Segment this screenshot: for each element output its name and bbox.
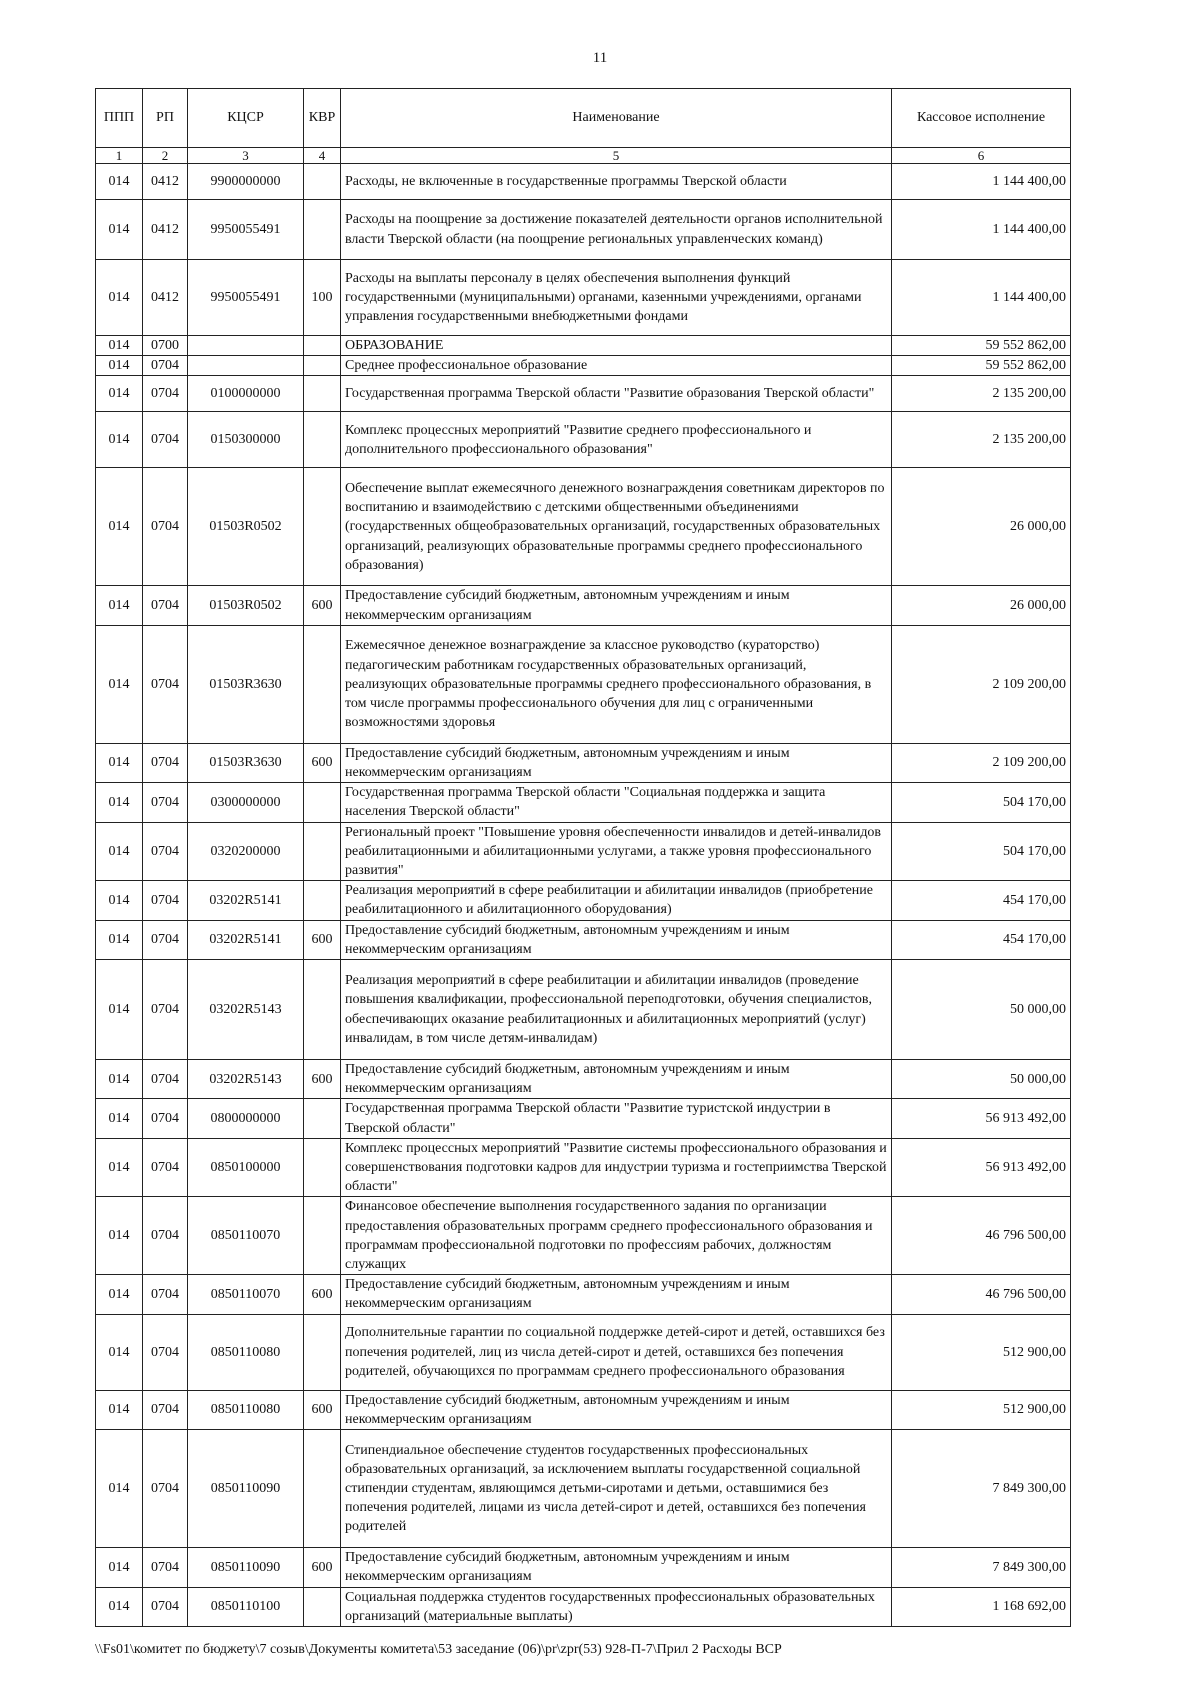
kcsr-cell — [188, 336, 304, 356]
amount-cell: 1 144 400,00 — [892, 164, 1071, 200]
table-row — [96, 164, 1071, 200]
table-row — [96, 1197, 1071, 1275]
column-number: 5 — [341, 148, 892, 164]
ppp-cell: 014 — [96, 1548, 143, 1587]
amount-cell: 50 000,00 — [892, 1060, 1071, 1099]
ppp-cell: 014 — [96, 960, 143, 1060]
table-header-row — [96, 89, 1071, 148]
table-row — [96, 960, 1071, 1060]
ppp-cell: 014 — [96, 743, 143, 782]
rp-cell: 0704 — [143, 822, 188, 881]
ppp-cell: 014 — [96, 783, 143, 822]
table-row — [96, 1390, 1071, 1429]
kvr-cell — [304, 1138, 341, 1197]
kcsr-cell: 9950055491 — [188, 200, 304, 260]
ppp-cell: 014 — [96, 1314, 143, 1390]
ppp-cell: 014 — [96, 260, 143, 336]
name-cell: Ежемесячное денежное вознаграждение за классное руководство (кураторство) педагогическим работникам государственных образовательных организаций, реализующих образовательные программы среднего профессионального образования, в том числе программы профессионального обучения для лиц с ограниченными возможностями здоровья — [341, 625, 892, 743]
rp-cell: 0412 — [143, 200, 188, 260]
column-header-amount: Кассовое исполнение — [892, 89, 1071, 148]
column-header-kcsr: КЦСР — [188, 89, 304, 148]
kvr-cell — [304, 822, 341, 881]
rp-cell: 0704 — [143, 376, 188, 412]
table-row — [96, 920, 1071, 959]
kvr-cell: 100 — [304, 260, 341, 336]
table-row — [96, 356, 1071, 376]
amount-cell: 1 144 400,00 — [892, 260, 1071, 336]
ppp-cell: 014 — [96, 586, 143, 625]
kvr-cell: 600 — [304, 1275, 341, 1314]
rp-cell: 0704 — [143, 468, 188, 586]
rp-cell: 0704 — [143, 920, 188, 959]
column-header-kvr: КВР — [304, 89, 341, 148]
kcsr-cell: 0100000000 — [188, 376, 304, 412]
rp-cell: 0704 — [143, 1138, 188, 1197]
ppp-cell: 014 — [96, 1390, 143, 1429]
table-row — [96, 468, 1071, 586]
kvr-cell — [304, 1430, 341, 1548]
rp-cell: 0704 — [143, 1060, 188, 1099]
table-row — [96, 1548, 1071, 1587]
amount-cell: 1 144 400,00 — [892, 200, 1071, 260]
ppp-cell: 014 — [96, 1587, 143, 1626]
kvr-cell — [304, 336, 341, 356]
name-cell: Государственная программа Тверской области "Социальная поддержка и защита населения Тверской области" — [341, 783, 892, 822]
amount-cell: 59 552 862,00 — [892, 336, 1071, 356]
table-row — [96, 1587, 1071, 1626]
table-row — [96, 586, 1071, 625]
ppp-cell: 014 — [96, 920, 143, 959]
table-row — [96, 1430, 1071, 1548]
amount-cell: 26 000,00 — [892, 468, 1071, 586]
name-cell: Предоставление субсидий бюджетным, автономным учреждениям и иным некоммерческим организациям — [341, 1060, 892, 1099]
name-cell: Предоставление субсидий бюджетным, автономным учреждениям и иным некоммерческим организациям — [341, 1275, 892, 1314]
amount-cell: 7 849 300,00 — [892, 1548, 1071, 1587]
column-number: 3 — [188, 148, 304, 164]
rp-cell: 0704 — [143, 1314, 188, 1390]
kvr-cell — [304, 1587, 341, 1626]
rp-cell: 0700 — [143, 336, 188, 356]
rp-cell: 0704 — [143, 1197, 188, 1275]
ppp-cell: 014 — [96, 1430, 143, 1548]
column-number: 2 — [143, 148, 188, 164]
kcsr-cell: 0320200000 — [188, 822, 304, 881]
table-row — [96, 881, 1071, 920]
table-row — [96, 376, 1071, 412]
amount-cell: 56 913 492,00 — [892, 1099, 1071, 1138]
amount-cell: 504 170,00 — [892, 783, 1071, 822]
kvr-cell: 600 — [304, 743, 341, 782]
rp-cell: 0704 — [143, 1099, 188, 1138]
amount-cell: 56 913 492,00 — [892, 1138, 1071, 1197]
kvr-cell: 600 — [304, 586, 341, 625]
amount-cell: 2 109 200,00 — [892, 743, 1071, 782]
kvr-cell — [304, 412, 341, 468]
name-cell: Расходы, не включенные в государственные программы Тверской области — [341, 164, 892, 200]
kvr-cell — [304, 783, 341, 822]
column-number-row — [96, 148, 1071, 164]
kvr-cell — [304, 1099, 341, 1138]
name-cell: Предоставление субсидий бюджетным, автономным учреждениям и иным некоммерческим организациям — [341, 920, 892, 959]
ppp-cell: 014 — [96, 822, 143, 881]
kcsr-cell: 01503R0502 — [188, 586, 304, 625]
name-cell: Государственная программа Тверской области "Развитие туристской индустрии в Тверской области" — [341, 1099, 892, 1138]
kvr-cell — [304, 960, 341, 1060]
amount-cell: 2 109 200,00 — [892, 625, 1071, 743]
column-number: 4 — [304, 148, 341, 164]
amount-cell: 46 796 500,00 — [892, 1275, 1071, 1314]
name-cell: Расходы на выплаты персоналу в целях обеспечения выполнения функций государственными (муниципальными) органами, казенными учреждениями, органами управления государственными внебюджетными фондами — [341, 260, 892, 336]
rp-cell: 0704 — [143, 586, 188, 625]
page-number: 11 — [592, 50, 608, 66]
kcsr-cell: 0300000000 — [188, 783, 304, 822]
rp-cell: 0704 — [143, 356, 188, 376]
amount-cell: 59 552 862,00 — [892, 356, 1071, 376]
name-cell: Региональный проект "Повышение уровня обеспеченности инвалидов и детей-инвалидов реабилитационными и абилитационными услугами, а также уровня профессионального развития" — [341, 822, 892, 881]
kcsr-cell: 0850110090 — [188, 1548, 304, 1587]
kvr-cell — [304, 625, 341, 743]
rp-cell: 0704 — [143, 881, 188, 920]
ppp-cell: 014 — [96, 1197, 143, 1275]
amount-cell: 2 135 200,00 — [892, 412, 1071, 468]
table-row — [96, 1314, 1071, 1390]
ppp-cell: 014 — [96, 1138, 143, 1197]
name-cell: Предоставление субсидий бюджетным, автономным учреждениям и иным некоммерческим организациям — [341, 1390, 892, 1429]
rp-cell: 0704 — [143, 1548, 188, 1587]
kcsr-cell: 01503R3630 — [188, 743, 304, 782]
kcsr-cell: 0150300000 — [188, 412, 304, 468]
ppp-cell: 014 — [96, 376, 143, 412]
ppp-cell: 014 — [96, 412, 143, 468]
name-cell: Предоставление субсидий бюджетным, автономным учреждениям и иным некоммерческим организациям — [341, 1548, 892, 1587]
kcsr-cell: 0850110070 — [188, 1197, 304, 1275]
ppp-cell: 014 — [96, 1099, 143, 1138]
amount-cell: 2 135 200,00 — [892, 376, 1071, 412]
table-row — [96, 336, 1071, 356]
kcsr-cell: 9900000000 — [188, 164, 304, 200]
kvr-cell — [304, 1314, 341, 1390]
kvr-cell — [304, 468, 341, 586]
table-row — [96, 412, 1071, 468]
kvr-cell — [304, 200, 341, 260]
amount-cell: 50 000,00 — [892, 960, 1071, 1060]
kcsr-cell: 0850110080 — [188, 1314, 304, 1390]
name-cell: Стипендиальное обеспечение студентов государственных профессиональных образовательных организаций, за исключением выплаты государственной социальной стипендии студентам, являющимся детьми-сиротами и детьми, оставшимися без попечения родителей, лицами из числа детей-сирот и детей, оставшихся без попечения родителей — [341, 1430, 892, 1548]
rp-cell: 0704 — [143, 625, 188, 743]
table-row — [96, 743, 1071, 782]
ppp-cell: 014 — [96, 625, 143, 743]
name-cell: Комплекс процессных мероприятий "Развитие системы профессионального образования и совершенствования подготовки кадров для индустрии туризма и гостеприимства Тверской области" — [341, 1138, 892, 1197]
ppp-cell: 014 — [96, 336, 143, 356]
name-cell: ОБРАЗОВАНИЕ — [341, 336, 892, 356]
kcsr-cell: 0850110100 — [188, 1587, 304, 1626]
kvr-cell: 600 — [304, 1390, 341, 1429]
rp-cell: 0704 — [143, 1430, 188, 1548]
kcsr-cell: 01503R3630 — [188, 625, 304, 743]
table-row — [96, 1138, 1071, 1197]
kcsr-cell: 01503R0502 — [188, 468, 304, 586]
name-cell: Реализация мероприятий в сфере реабилитации и абилитации инвалидов (приобретение реабилитационного и абилитационного оборудования) — [341, 881, 892, 920]
file-path-footer: \\Fs01\комитет по бюджету\7 созыв\Документы комитета\53 заседание (06)\pr\zpr(53) 928-П-7\Прил 2 Расходы ВСР — [95, 1642, 782, 1657]
table-row — [96, 1060, 1071, 1099]
amount-cell: 46 796 500,00 — [892, 1197, 1071, 1275]
kcsr-cell: 0850110090 — [188, 1430, 304, 1548]
amount-cell: 26 000,00 — [892, 586, 1071, 625]
name-cell: Предоставление субсидий бюджетным, автономным учреждениям и иным некоммерческим организациям — [341, 743, 892, 782]
kcsr-cell: 9950055491 — [188, 260, 304, 336]
column-header-name: Наименование — [341, 89, 892, 148]
ppp-cell: 014 — [96, 164, 143, 200]
expenditure-table — [95, 88, 1071, 1627]
column-number: 1 — [96, 148, 143, 164]
rp-cell: 0704 — [143, 1390, 188, 1429]
rp-cell: 0704 — [143, 960, 188, 1060]
amount-cell: 512 900,00 — [892, 1314, 1071, 1390]
kvr-cell: 600 — [304, 920, 341, 959]
name-cell: Расходы на поощрение за достижение показателей деятельности органов исполнительной власти Тверской области (на поощрение региональных управленческих команд) — [341, 200, 892, 260]
kvr-cell: 600 — [304, 1548, 341, 1587]
column-header-rp: РП — [143, 89, 188, 148]
name-cell: Среднее профессиональное образование — [341, 356, 892, 376]
amount-cell: 7 849 300,00 — [892, 1430, 1071, 1548]
kcsr-cell: 03202R5141 — [188, 881, 304, 920]
table-row — [96, 625, 1071, 743]
rp-cell: 0704 — [143, 1275, 188, 1314]
table-row — [96, 1099, 1071, 1138]
table-row — [96, 1275, 1071, 1314]
name-cell: Предоставление субсидий бюджетным, автономным учреждениям и иным некоммерческим организациям — [341, 586, 892, 625]
kcsr-cell: 0800000000 — [188, 1099, 304, 1138]
kcsr-cell: 0850110070 — [188, 1275, 304, 1314]
column-header-ppp: ППП — [96, 89, 143, 148]
kcsr-cell: 03202R5141 — [188, 920, 304, 959]
amount-cell: 1 168 692,00 — [892, 1587, 1071, 1626]
ppp-cell: 014 — [96, 1275, 143, 1314]
name-cell: Государственная программа Тверской области "Развитие образования Тверской области" — [341, 376, 892, 412]
rp-cell: 0412 — [143, 164, 188, 200]
rp-cell: 0704 — [143, 1587, 188, 1626]
table-row — [96, 260, 1071, 336]
kvr-cell — [304, 376, 341, 412]
ppp-cell: 014 — [96, 881, 143, 920]
amount-cell: 454 170,00 — [892, 920, 1071, 959]
amount-cell: 454 170,00 — [892, 881, 1071, 920]
table-body — [96, 164, 1071, 1627]
table-row — [96, 200, 1071, 260]
kcsr-cell — [188, 356, 304, 376]
name-cell: Дополнительные гарантии по социальной поддержке детей-сирот и детей, оставшихся без попечения родителей, лиц из числа детей-сирот и детей, оставшихся без попечения родителей, обучающихся по программам среднего профессионального образования — [341, 1314, 892, 1390]
table-row — [96, 822, 1071, 881]
ppp-cell: 014 — [96, 468, 143, 586]
name-cell: Финансовое обеспечение выполнения государственного задания по организации предоставления образовательных программ среднего профессионального образования и программам профессиональной подготовки по профессиям рабочих, должностям служащих — [341, 1197, 892, 1275]
ppp-cell: 014 — [96, 200, 143, 260]
kcsr-cell: 03202R5143 — [188, 1060, 304, 1099]
rp-cell: 0704 — [143, 783, 188, 822]
kvr-cell — [304, 164, 341, 200]
kvr-cell: 600 — [304, 1060, 341, 1099]
rp-cell: 0704 — [143, 743, 188, 782]
name-cell: Социальная поддержка студентов государственных профессиональных образовательных организаций (материальные выплаты) — [341, 1587, 892, 1626]
kcsr-cell: 0850110080 — [188, 1390, 304, 1429]
name-cell: Обеспечение выплат ежемесячного денежного вознаграждения советникам директоров по воспитанию и взаимодействию с детскими общественными объединениями (государственных общеобразовательных организаций, государственных образовательных организаций, реализующих образовательные программы среднего профессионального образования) — [341, 468, 892, 586]
column-number: 6 — [892, 148, 1071, 164]
ppp-cell: 014 — [96, 356, 143, 376]
kvr-cell — [304, 1197, 341, 1275]
rp-cell: 0704 — [143, 412, 188, 468]
kcsr-cell: 0850100000 — [188, 1138, 304, 1197]
kcsr-cell: 03202R5143 — [188, 960, 304, 1060]
name-cell: Комплекс процессных мероприятий "Развитие среднего профессионального и дополнительного профессионального образования" — [341, 412, 892, 468]
table-row — [96, 783, 1071, 822]
amount-cell: 504 170,00 — [892, 822, 1071, 881]
rp-cell: 0412 — [143, 260, 188, 336]
ppp-cell: 014 — [96, 1060, 143, 1099]
amount-cell: 512 900,00 — [892, 1390, 1071, 1429]
name-cell: Реализация мероприятий в сфере реабилитации и абилитации инвалидов (проведение повышения квалификации, профессиональной переподготовки, обучения специалистов, обеспечивающих оказание реабилитационных и абилитационных мероприятий (услуг) инвалидам, в том числе детям-инвалидам) — [341, 960, 892, 1060]
kvr-cell — [304, 881, 341, 920]
kvr-cell — [304, 356, 341, 376]
